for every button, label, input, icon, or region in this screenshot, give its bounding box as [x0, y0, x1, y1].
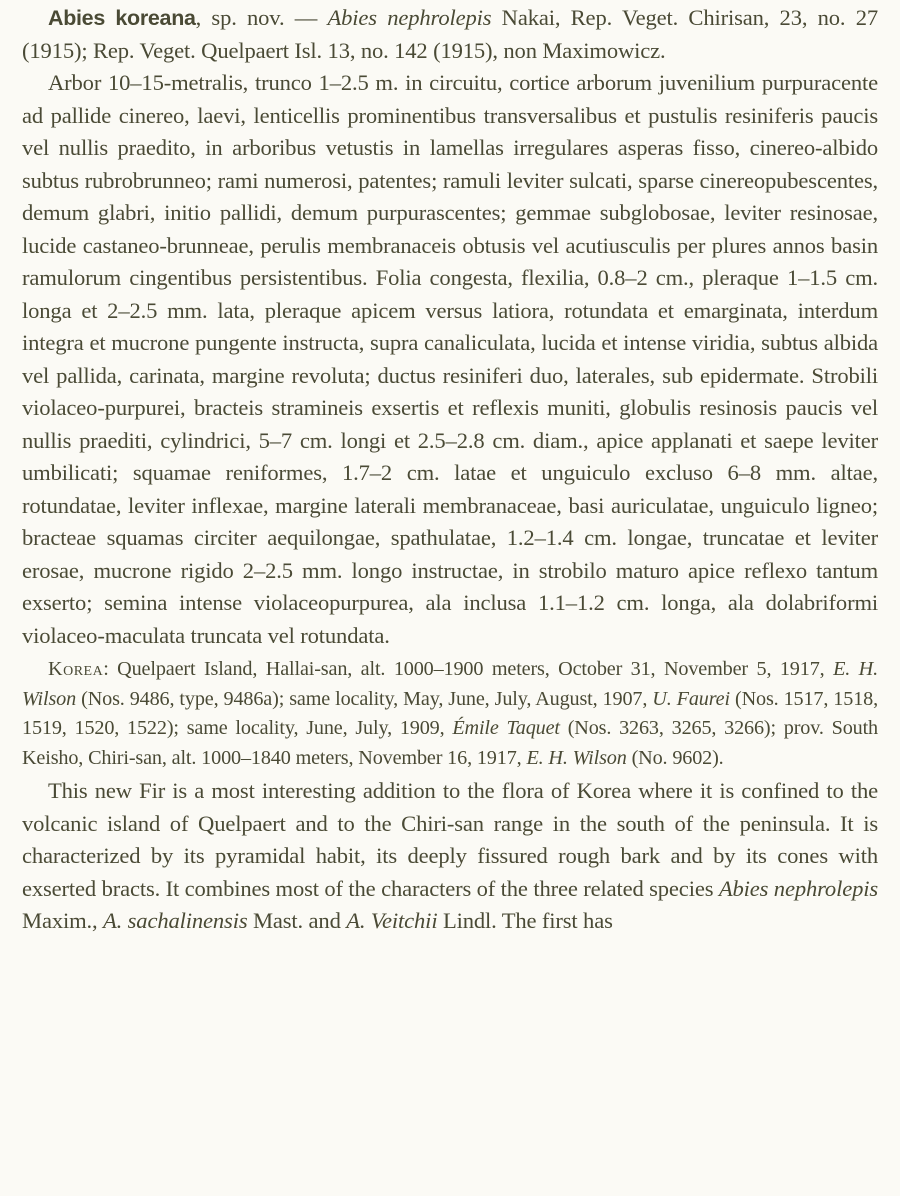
specimens-text: (Nos. 3263, 3265, 3266); prov. South Keisho, Chiri-san, alt. 1000–1840 meters, November 16, 1917, — [22, 717, 878, 769]
specimens-text: (Nos. 1517, 1518, 1519, 1520, 1522); same locality, June, July, 1909, — [22, 687, 878, 740]
specimens-text: (Nos. 9486, type, 9486a); same locality, May, June, July, August, 1907, — [76, 687, 653, 710]
specimens-paragraph — [22, 655, 878, 773]
discussion-text: This new Fir is a most interesting addition to the flora of Korea where it is confined to the volcanic island of Quelpaert and to the Chiri-san range in the south of the peninsula. It is characterized by its pyramidal habit, its deeply fissured rough bark and by its cones with exserted bracts. It combines most of the characters of the three related species — [22, 778, 878, 901]
discussion-text: Lindl. The first has — [437, 908, 613, 934]
species-name: A. sachalinensis — [103, 908, 248, 934]
collector-name: E. H. Wilson — [22, 658, 878, 710]
region-label: Korea — [48, 658, 104, 680]
discussion-text: Maxim., — [22, 908, 104, 934]
synonym-name: Abies nephrolepis — [327, 5, 492, 30]
species-name: A. Veitchii — [346, 908, 438, 934]
collector-name: U. Faurei — [652, 687, 730, 710]
discussion-paragraph — [22, 775, 878, 938]
collector-name: E. H. Wilson — [526, 746, 627, 769]
discussion-text: Mast. and — [247, 908, 347, 934]
specimens-text: (No. 9602). — [626, 746, 724, 769]
species-status: , sp. nov. — — [195, 5, 328, 30]
species-name: Abies nephrolepis — [718, 875, 878, 901]
specimens-text: : Quelpaert Island, Hallai-san, alt. 1000–1900 meters, October 31, November 5, 1917, — [103, 658, 834, 680]
synonym-citation: Nakai, Rep. Veget. Chirisan, 23, no. 27 (1915); Rep. Veget. Quelpaert Isl. 13, no. 142 (1915), non Maximowicz. — [22, 5, 878, 63]
species-name: Abies koreana — [48, 6, 196, 30]
latin-description-paragraph: Arbor 10–15-metralis, trunco 1–2.5 m. in circuitu, cortice arborum juvenilium purpuracente ad pallide cinereo, laevi, lenticellis prominentibus transversalibus et pustulis resiniferis paucis vel nullis praedito, in arboribus vetustis in lamellas irregulares asperas fisso, cinereo-albido subtus rubrobrunneo; rami numerosi, patentes; ramuli leviter sulcati, sparse cinereopubescentes, demum glabri, initio pallidi, demum purpurascentes; gemmae subglobosae, leviter resinosae, lucide castaneo-brunneae, perulis membranaceis obtusis vel acutiusculis per plures annos basin ramulorum cingentibus persistentibus. Folia congesta, flexilia, 0.8–2 cm., pleraque 1–1.5 cm. longa et 2–2.5 mm. lata, pleraque apicem versus latiora, rotundata et emarginata, interdum integra et mucrone pungente instructa, supra canaliculata, lucida et intense viridia, subtus albida vel pallida, carinata, margine revoluta; ductus resiniferi duo, laterales, sub epidermate. Strobili violaceo-purpurei, bracteis stramineis exsertis et reflexis muniti, globulis resinosis paucis vel nullis praediti, cylindrici, 5–7 cm. longi et 2.5–2.8 cm. diam., apice applanati et saepe leviter umbilicati; squamae reniformes, 1.7–2 cm. latae et unguiculo excluso 6–8 mm. altae, rotundatae, leviter inflexae, margine laterali membranaceae, basi auriculatae, unguiculo ligneo; bracteae squamas circiter aequilongae, spathulatae, 1.2–1.4 cm. longae, truncatae et leviter erosae, mucrone rigido 2–2.5 mm. longo instructae, in strobilo maturo apice reflexo tantum exserto; semina intense violaceopurpurea, ala inclusa 1.1–1.2 cm. longa, ala dolabriformi violaceo-maculata truncata vel rotundata. — [22, 70, 878, 648]
collector-name: Émile Taquet — [452, 717, 560, 740]
heading-paragraph — [22, 2, 878, 67]
